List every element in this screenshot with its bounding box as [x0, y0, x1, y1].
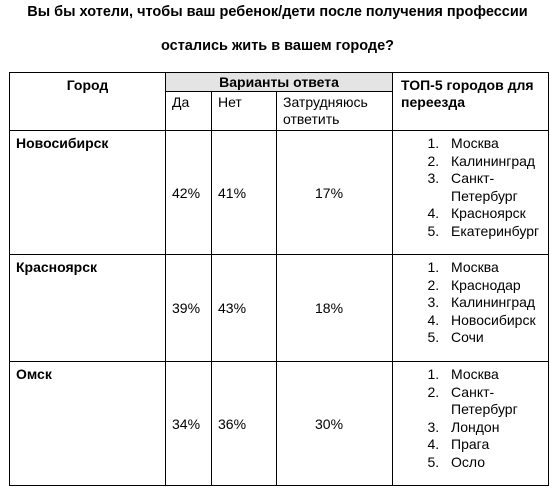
list-item: 1. Москва: [443, 259, 548, 277]
list-item: 1. Москва: [443, 366, 548, 384]
header-top5: ТОП-5 городов для переезда: [393, 73, 549, 131]
city-name: Омск: [10, 362, 166, 486]
list-item: 4. Красноярск: [443, 205, 548, 223]
table-row: [10, 131, 549, 255]
city-name: Новосибирск: [10, 131, 166, 255]
list-item: 4. Прага: [443, 436, 548, 454]
list-item: 3. Санкт-Петербург: [443, 170, 548, 205]
top5-list: [393, 135, 548, 240]
table-row: [10, 255, 549, 362]
top5-list: [393, 259, 548, 347]
list-item: 5. Сочи: [443, 329, 548, 347]
table-row: [10, 362, 549, 486]
list-item: 1. Москва: [443, 135, 548, 153]
list-item: 2. Калининград: [443, 153, 548, 171]
no-value: 36%: [212, 362, 277, 486]
city-name: Красноярск: [10, 255, 166, 362]
list-item: 2. Санкт-Петербург: [443, 384, 548, 419]
list-item: 5. Екатеринбург: [443, 223, 548, 241]
list-item: 3. Калининград: [443, 294, 548, 312]
header-city: Город: [10, 73, 166, 131]
top5-cell: [393, 255, 549, 362]
survey-table: [9, 72, 549, 486]
header-hard: Затрудняюсь ответить: [277, 92, 393, 131]
list-item: 5. Осло: [443, 454, 548, 472]
no-value: 41%: [212, 131, 277, 255]
list-item: 3. Лондон: [443, 419, 548, 437]
header-variants: Варианты ответа: [166, 73, 393, 92]
hard-value: 17%: [277, 131, 393, 255]
list-item: 2. Краснодар: [443, 277, 548, 295]
top5-list: [393, 366, 548, 471]
hard-value: 30%: [277, 362, 393, 486]
no-value: 43%: [212, 255, 277, 362]
header-no: Нет: [212, 92, 277, 131]
top5-cell: [393, 131, 549, 255]
yes-value: 39%: [166, 255, 212, 362]
yes-value: 42%: [166, 131, 212, 255]
list-item: 4. Новосибирск: [443, 312, 548, 330]
top5-cell: [393, 362, 549, 486]
document-title-line2: остались жить в вашем городе?: [160, 38, 395, 54]
document-title-line1: Вы бы хотели, чтобы ваш ребенок/дети после получения профессии: [27, 4, 528, 20]
hard-value: 18%: [277, 255, 393, 362]
yes-value: 34%: [166, 362, 212, 486]
header-yes: Да: [166, 92, 212, 131]
